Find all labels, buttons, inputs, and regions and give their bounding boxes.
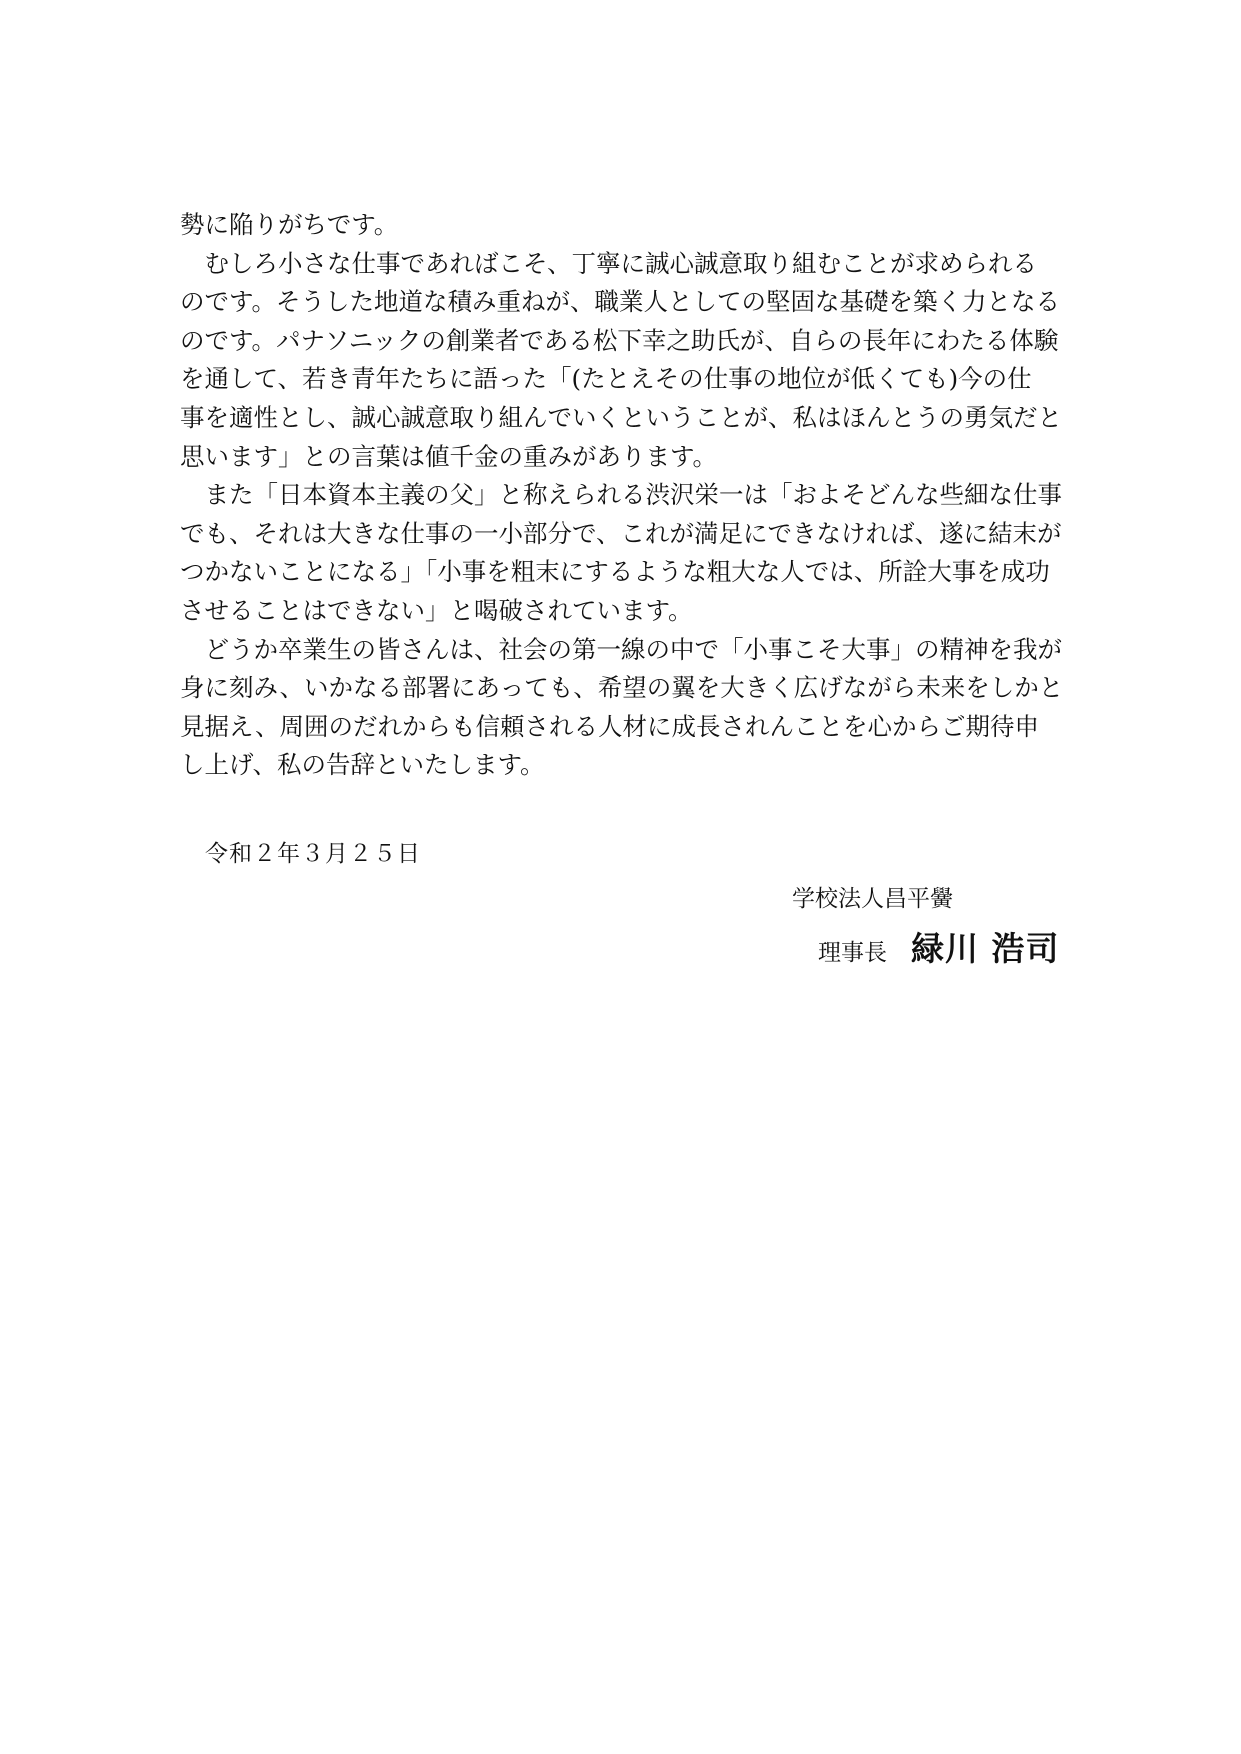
signature-block — [818, 927, 1060, 977]
body-line: 身に刻み、いかなる部署にあっても、希望の翼を大きく広げながら未来をしかと — [180, 673, 1064, 703]
body-line: むしろ小さな仕事であればこそ、丁寧に誠心誠意取り組むことが求められる — [180, 248, 1038, 278]
document-date: 令和２年３月２５日 — [205, 841, 421, 867]
organization-name: 学校法人昌平黌 — [792, 886, 953, 912]
body-line: のです。パナソニックの創業者である松下幸之助氏が、自らの長年にわたる体験 — [180, 325, 1059, 355]
body-line: つかないことになる」「小事を粗末にするような粗大な人では、所詮大事を成功 — [180, 557, 1050, 587]
body-line: し上げ、私の告辞といたします。 — [180, 750, 545, 780]
body-line: 勢に陥りがちです。 — [180, 210, 399, 239]
body-line: のです。そうした地道な積み重ねが、職業人としての堅固な基礎を築く力となる — [180, 287, 1061, 317]
address-body — [180, 206, 1064, 785]
body-line: でも、それは大きな仕事の一小部分で、これが満足にできなければ、遂に結末が — [180, 518, 1062, 548]
signer-title: 理事長 — [818, 940, 887, 966]
signer-name: 緑川 浩司 — [911, 929, 1060, 968]
body-line: 見据え、周囲のだれからも信頼される人材に成長されんことを心からご期待申 — [180, 711, 1039, 741]
body-line: 事を適性とし、誠心誠意取り組んでいくということが、私はほんとうの勇気だと — [180, 402, 1062, 432]
body-line: どうか卒業生の皆さんは、社会の第一線の中で「小事こそ大事」の精神を我が — [180, 634, 1062, 664]
body-line: を通して、若き青年たちに語った「(たとえその仕事の地位が低くても)今の仕 — [180, 364, 1032, 394]
body-line: させることはできない」と喝破されています。 — [180, 595, 693, 625]
body-line: また「日本資本主義の父」と称えられる渋沢栄一は「およそどんな些細な仕事 — [180, 480, 1062, 510]
body-line: 思います」との言葉は値千金の重みがあります。 — [180, 441, 718, 471]
